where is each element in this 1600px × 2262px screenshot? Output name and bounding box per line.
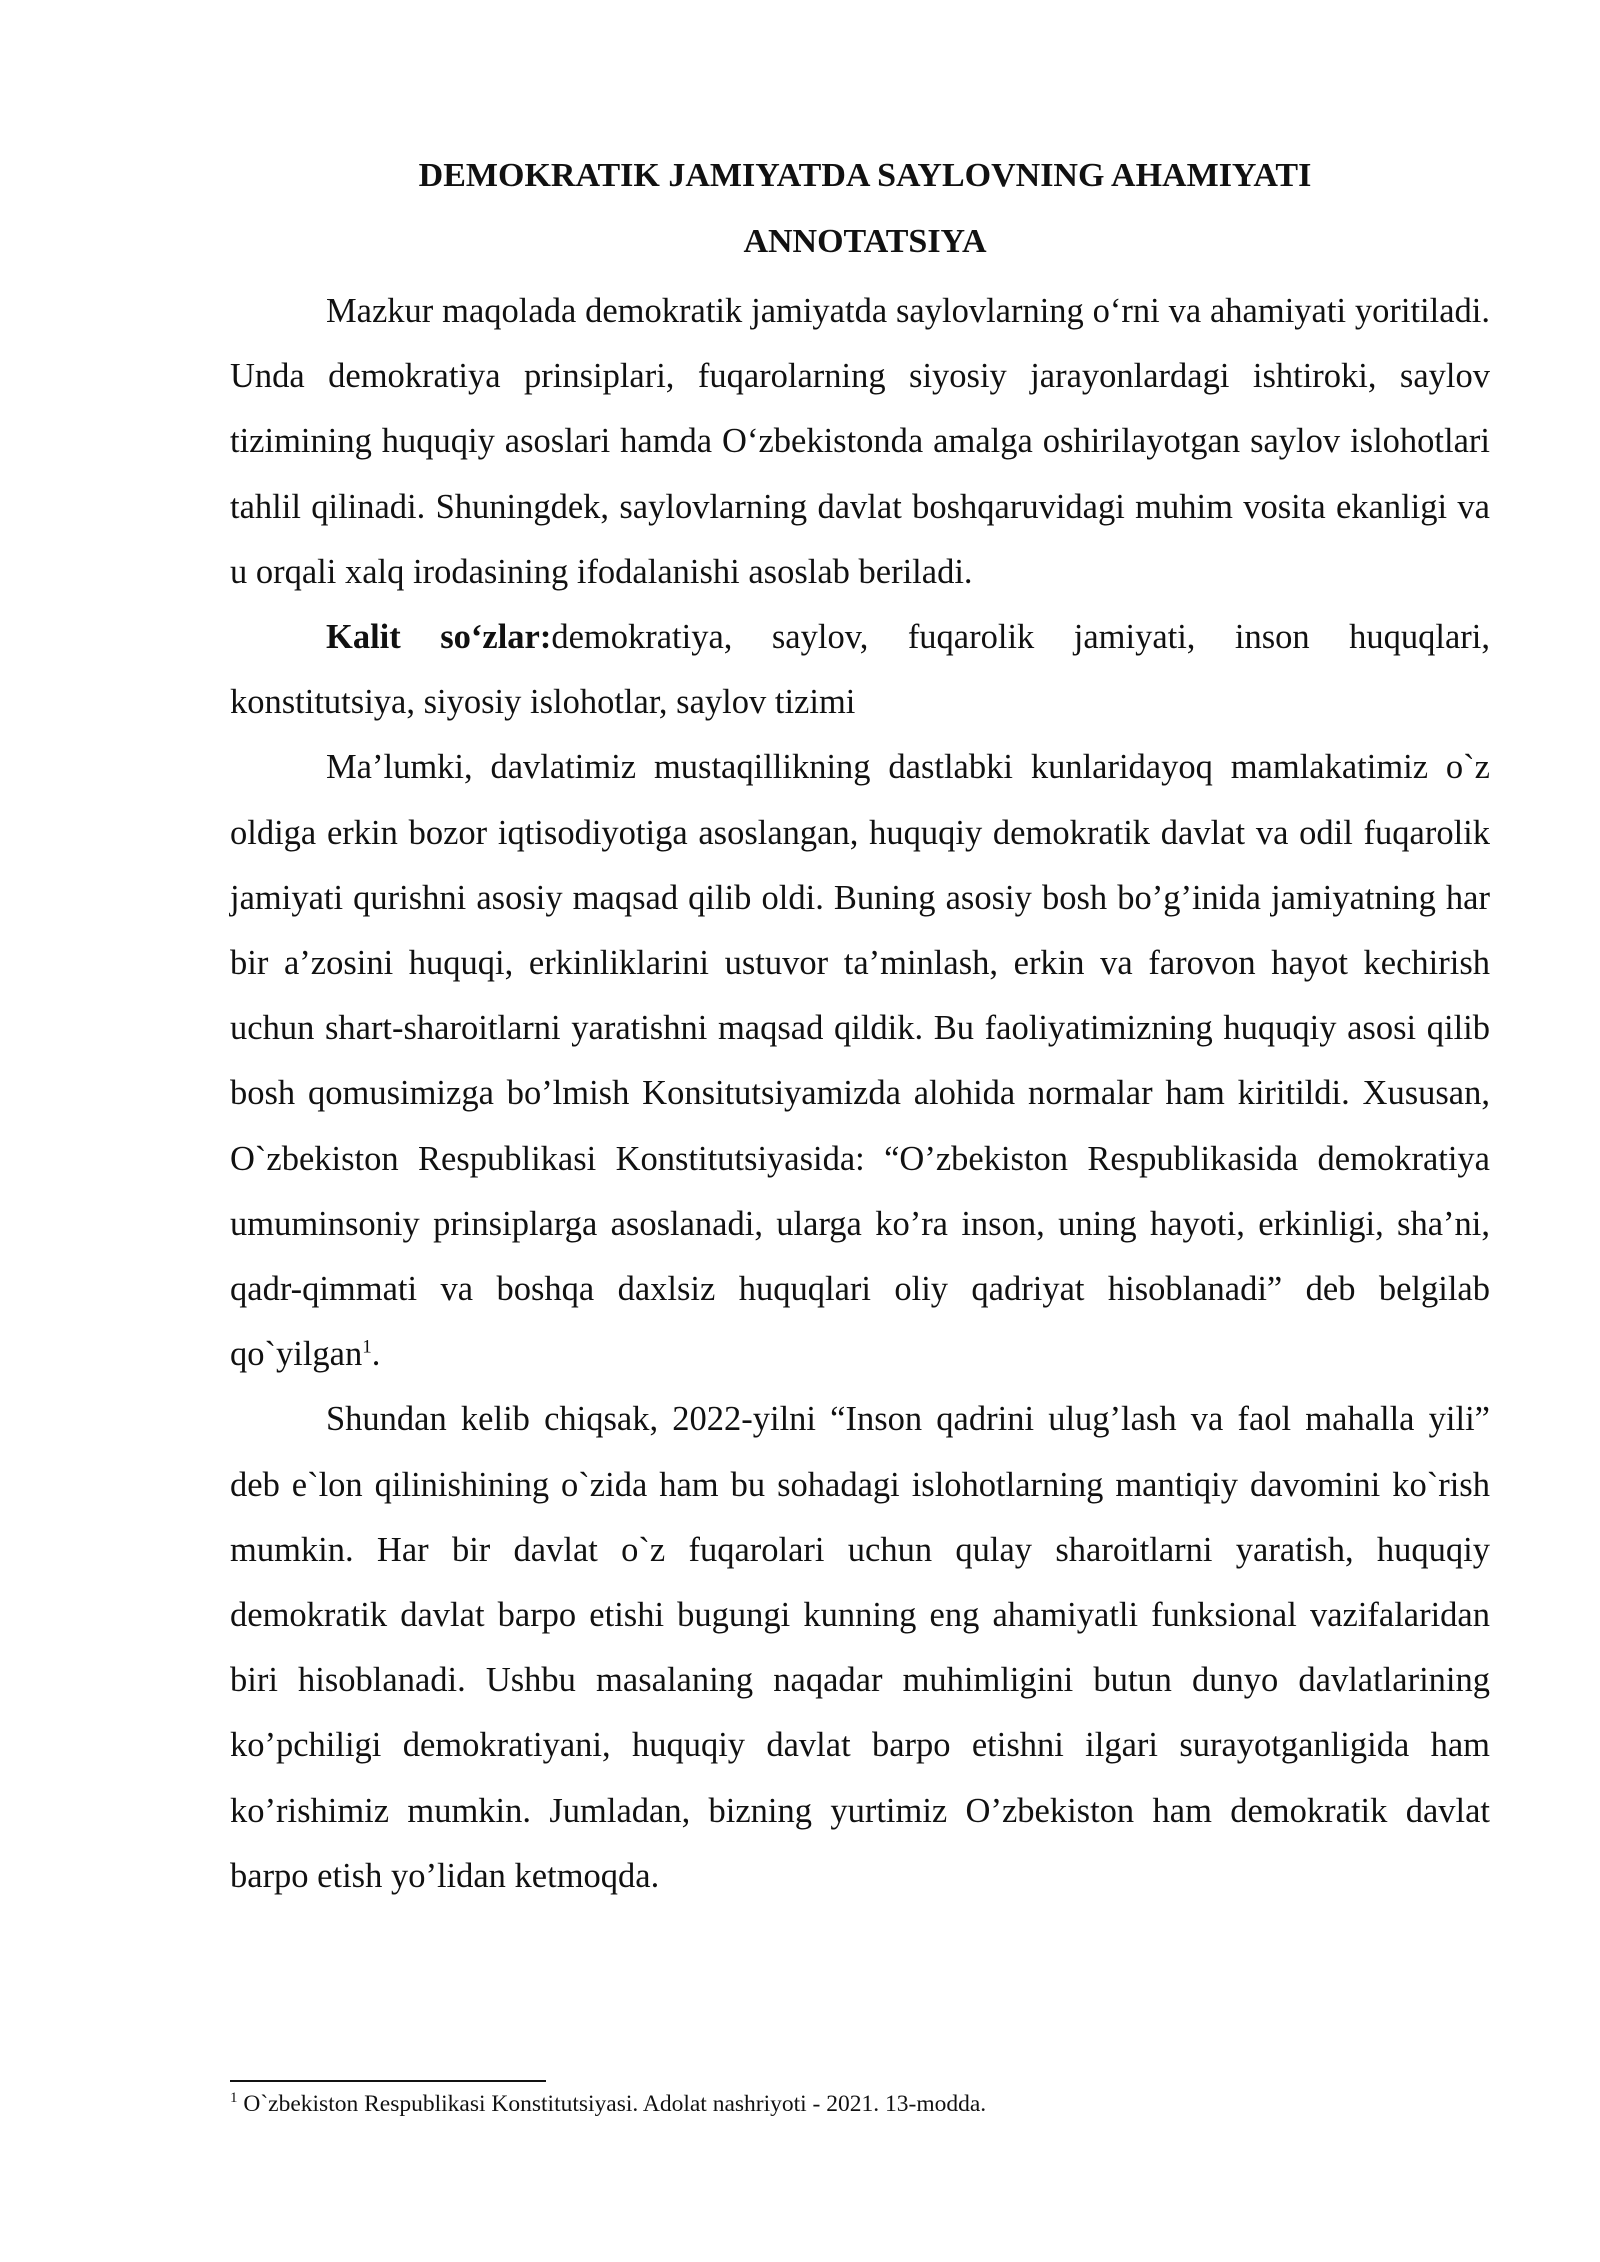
paragraph-1-text: Ma’lumki, davlatimiz mustaqillikning dastlabki kunlaridayoq mamlakatimiz o`z oldiga erkin bozor iqtisodiyotiga asoslangan, huquqiy demokratik davlat va odil fuqarolik jamiyati qurishni asosiy maqsad qilib oldi. Buning asosiy bosh bo’g’inida jamiyatning har bir a’zosini huquqi, erkinliklarini ustuvor ta’minlash, erkin va farovon hayot kechirish uchun shart-sharoitlarni yaratishni maqsad qildik. Bu faoliyatimizning huquqiy asosi qilib bosh qomusimizga bo’lmish Konsitutsiyamizda alohida normalar ham kiritildi. Xususan, O`zbekiston Respublikasi Konstitutsiyasida: “O’zbekiston Respublikasida demokratiya umuminsoniy prinsiplarga asoslanadi, ularga ko’ra inson, uning hayoti, erkinligi, sha’ni, qadr-qimmati va boshqa daxlsiz huquqlari oliy qadriyat hisoblanadi” deb belgilab qo`yilgan: [230, 748, 1490, 1374]
section-heading-annotation: ANNOTATSIYA: [743, 223, 987, 260]
abstract-paragraph: Mazkur maqolada demokratik jamiyatda saylovlarning o‘rni va ahamiyati yoritiladi. Unda demokratiya prinsiplari, fuqarolarning siyosiy jarayonlardagi ishtiroki, saylov tizimining huquqiy asoslari hamda O‘zbekistonda amalga oshirilayotgan saylov islohotlari tahlil qilinadi. Shuningdek, saylovlarning davlat boshqaruvidagi muhim vosita ekanligi va u orqali xalq irodasining ifodalanishi asoslab beriladi.: [230, 292, 1490, 591]
paragraph-1-end: .: [371, 1335, 381, 1374]
footnote-reference[interactable]: 1: [362, 1336, 372, 1358]
body-paragraph-1: [230, 735, 1490, 1387]
body-paragraph-2: Shundan kelib chiqsak, 2022-yilni “Inson qadrini ulug’lash va faol mahalla yili” deb e`lon qilinishining o`zida ham bu sohadagi islohotlarning mantiqiy davomini ko`rish mumkin. Har bir davlat o`z fuqarolari uchun qulay sharoitlarni yaratish, huquqiy demokratik davlat barpo etishi bugungi kunning eng ahamiyatli funksional vazifalaridan biri hisoblanadi. Ushbu masalaning naqadar muhimligini butun dunyo davlatlarining ko’pchiligi demokratiyani, huquqiy davlat barpo etishni ilgari surayotganligida ham ko’rishimiz mumkin. Jumladan, bizning yurtimiz O’zbekiston ham demokratik davlat barpo etish yo’lidan ketmoqda.: [230, 1400, 1490, 1895]
document-title: DEMOKRATIK JAMIYATDA SAYLOVNING AHAMIYATI: [418, 157, 1312, 194]
keywords-text: demokratiya, saylov, fuqarolik jamiyati, inson huquqlari, konstitutsiya, siyosiy islohotlar, saylov tizimi: [230, 618, 1491, 722]
footnote-number: 1: [230, 2090, 238, 2107]
footnote: [230, 2088, 1490, 2120]
document-body: [230, 279, 1490, 1909]
keywords-label: Kalit so‘zlar:: [326, 618, 552, 657]
footnote-text: O`zbekiston Respublikasi Konstitutsiyasi. Adolat nashriyoti - 2021. 13-modda.: [237, 2091, 987, 2117]
footnote-separator: [230, 2080, 546, 2082]
keywords-paragraph: [230, 605, 1490, 735]
